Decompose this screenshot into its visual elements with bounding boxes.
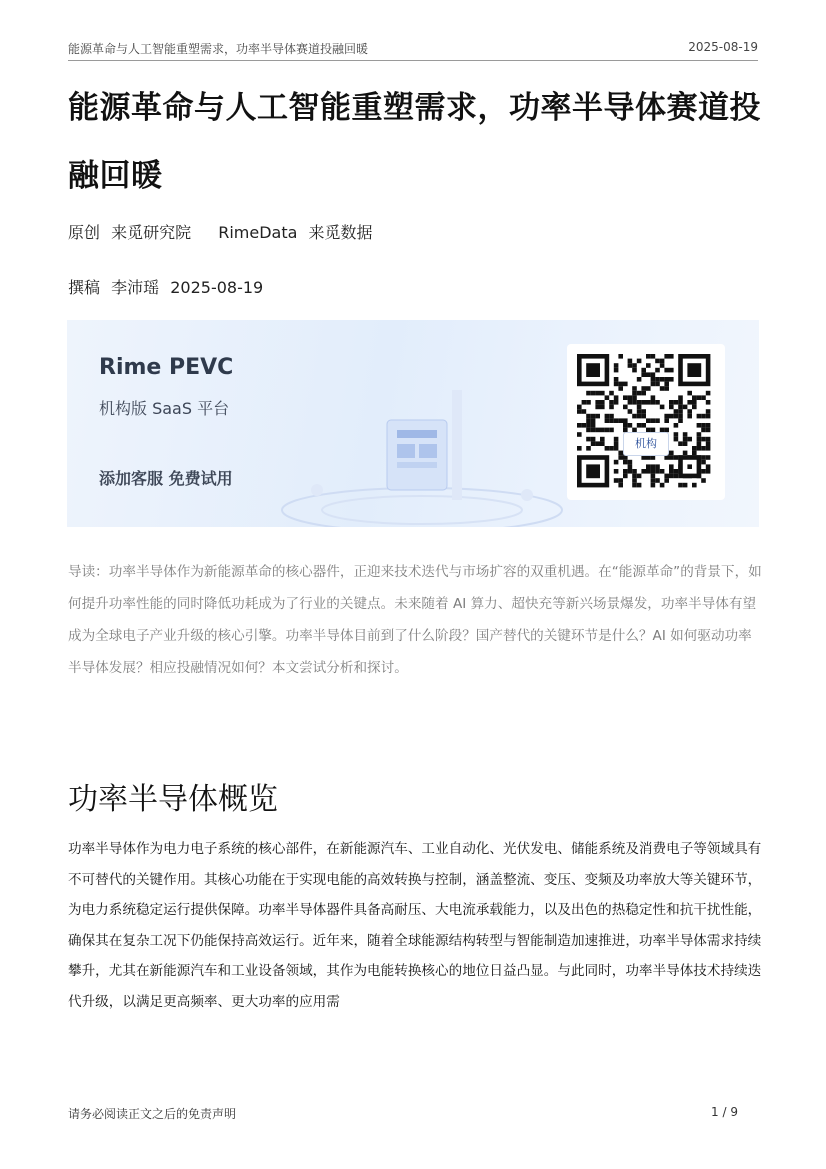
source-org[interactable]: 来觅研究院 xyxy=(111,223,192,242)
banner-subtitle: 机构版 SaaS 平台 xyxy=(99,399,230,418)
qr-code-icon xyxy=(577,354,715,490)
source-type: 原创 xyxy=(68,223,101,242)
article-title: 能源革命与人工智能重塑需求，功率半导体赛道投融回暖 xyxy=(68,90,761,194)
lead-paragraph: 导读：功率半导体作为新能源革命的核心器件，正迎来技术迭代与市场扩容的双重机遇。在“能源革命”的背景下，如何提升功率性能的同时降低功耗成为了行业的关键点。未来随着 AI 算力、超快充等新兴场景爆发，功率半导体有望成为全球电子产业升级的核心引擎。功率半导体目前到了什么阶段？国产替代的关键环节是什么？AI 如何驱动功率半导体发展？相应投融情况如何？本文尝试分析和探讨。 xyxy=(68,564,762,676)
running-date: 2025-08-19 xyxy=(688,40,758,54)
qr-label: 机构 xyxy=(623,432,669,456)
running-title: 能源革命与人工智能重塑需求，功率半导体赛道投融回暖 xyxy=(68,42,369,56)
byline-label: 撰稿 xyxy=(68,278,101,297)
page-footer xyxy=(68,1105,738,1122)
banner-brand: Rime PEVC xyxy=(99,355,234,380)
banner-cta[interactable]: 添加客服 免费试用 xyxy=(99,469,233,488)
header-rule xyxy=(68,60,758,61)
byline-author: 李沛瑶 xyxy=(111,278,160,297)
source-brand: RimeData xyxy=(218,223,298,242)
page-number: 1 / 9 xyxy=(711,1105,738,1119)
body-paragraph: 功率半导体作为电力电子系统的核心部件，在新能源汽车、工业自动化、光伏发电、储能系统及消费电子等领域具有不可替代的关键作用。其核心功能在于实现电能的高效转换与控制，涵盖整流、变压、变频及功率放大等关键环节，为电力系统稳定运行提供保障。功率半导体器件具备高耐压、大电流承载能力，以及出色的热稳定性和抗干扰性能，确保其在复杂工况下仍能保持高效运行。近年来，随着全球能源结构转型与智能制造加速推进，功率半导体需求持续攀升，尤其在新能源汽车和工业设备领域，其作为电能转换核心的地位日益凸显。与此同时，功率半导体技术持续迭代升级，以满足更高频率、更大功率的应用需 xyxy=(68,841,762,1010)
byline-date: 2025-08-19 xyxy=(170,278,264,297)
section-heading: 功率半导体概览 xyxy=(68,782,278,817)
platform-illustration-icon xyxy=(277,350,567,527)
source-account: 来觅数据 xyxy=(308,223,373,242)
article-source xyxy=(68,220,379,243)
promo-banner[interactable] xyxy=(67,320,759,527)
article-byline xyxy=(68,275,269,298)
footer-disclaimer: 请务必阅读正文之后的免责声明 xyxy=(68,1107,237,1121)
running-header xyxy=(68,40,758,57)
qr-code[interactable] xyxy=(567,344,725,500)
